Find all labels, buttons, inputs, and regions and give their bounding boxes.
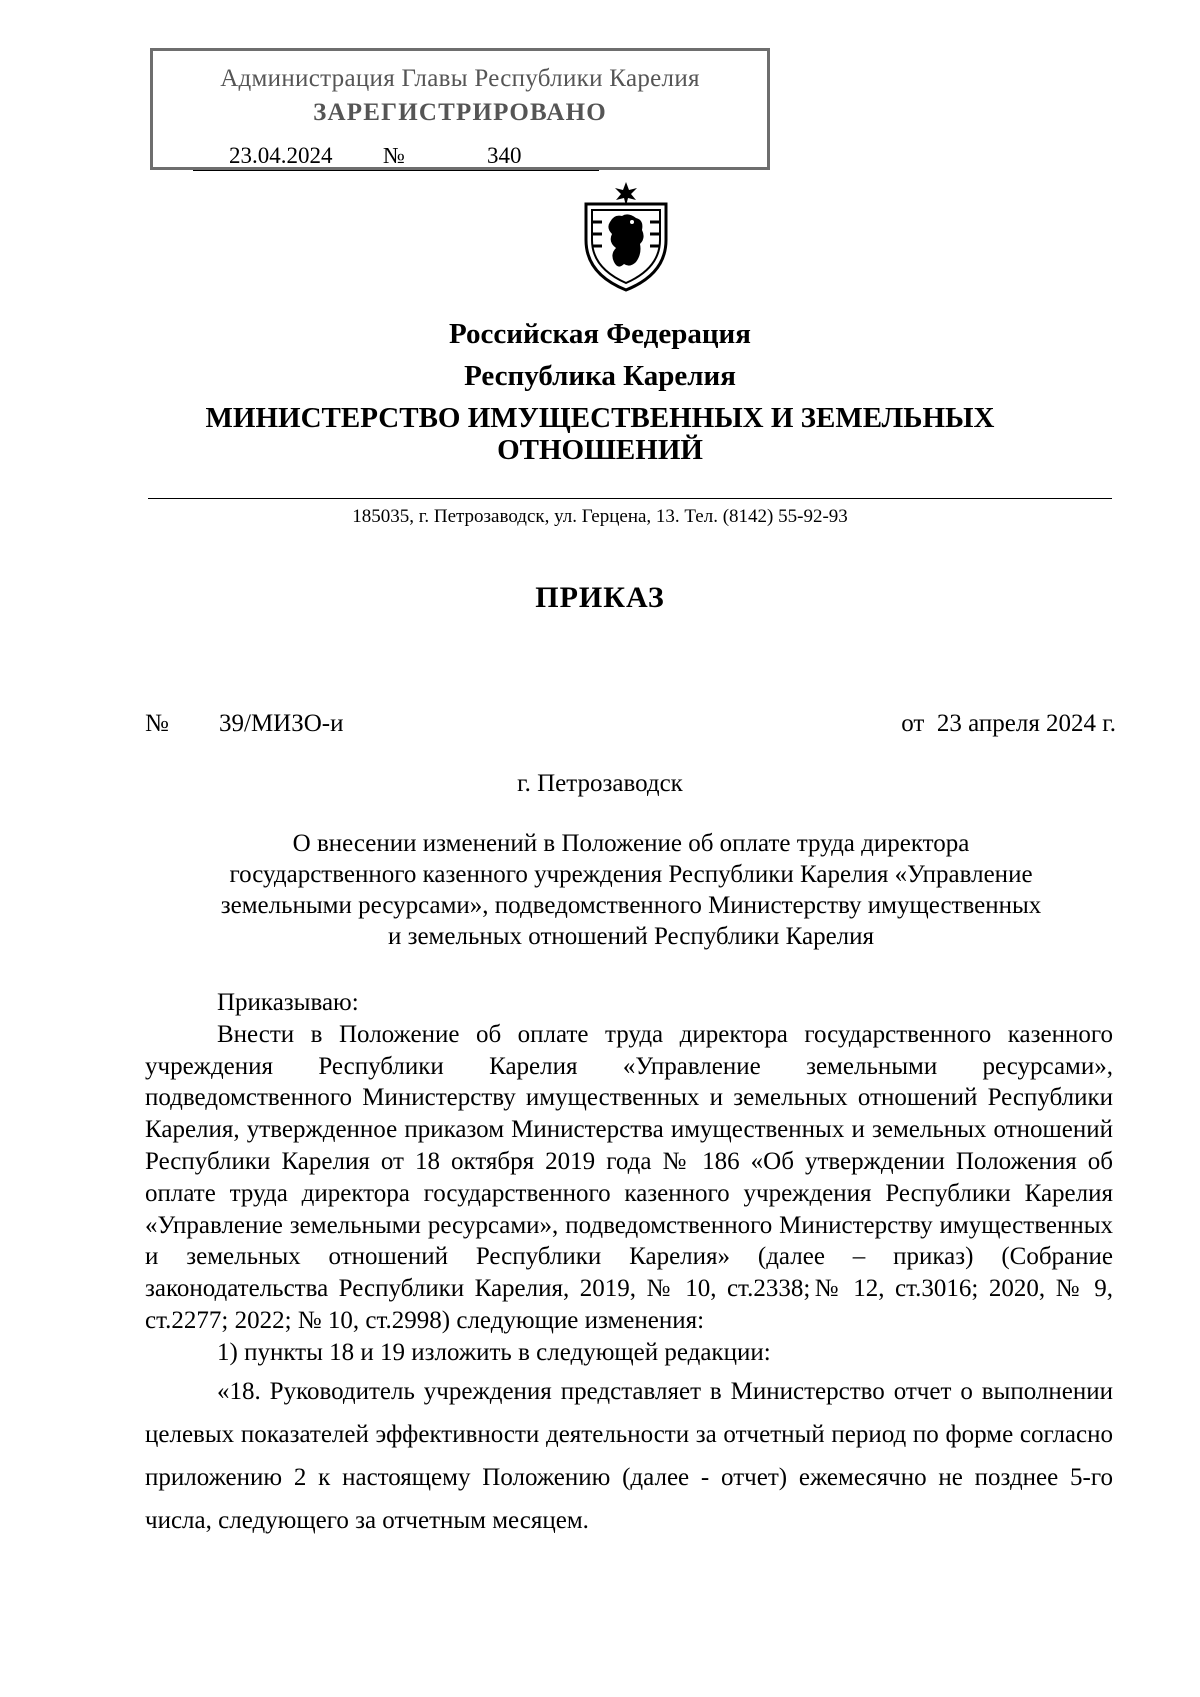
subject-line: и земельных отношений Республики Карелия [387, 923, 875, 950]
header-address: 185035, г. Петрозаводск, ул. Герцена, 13. Тел. (8142) 55-92-93 [352, 506, 848, 527]
body-command: Приказываю: [217, 989, 359, 1016]
subject-line: государственного казенного учреждения Республики Карелия «Управление [229, 861, 1033, 888]
order-body [145, 987, 1113, 1542]
stamp-number-label: № [383, 143, 405, 168]
order-city: г. Петрозаводск [517, 770, 683, 797]
order-subject [150, 828, 1112, 952]
header-ministry-line1: МИНИСТЕРСТВО ИМУЩЕСТВЕННЫХ И ЗЕМЕЛЬНЫХ [205, 402, 995, 434]
subject-line: земельными ресурсами», подведомственного Министерству имущественных [220, 892, 1042, 919]
stamp-number-underline [407, 170, 599, 171]
body-clause: «18. Руководитель учреждения представляет в Министерство отчет о выполнении целевых показателей эффективности деятельности за отчетный период по форме согласно приложению 2 к настоящему Положению (далее - отчет) ежемесячно не позднее 5-го числа, следующего за отчетным месяцем. [145, 1377, 1113, 1534]
order-number: 39/МИЗО-и [219, 710, 344, 737]
header-divider [148, 498, 1112, 499]
order-title: ПРИКАЗ [535, 581, 665, 614]
body-item: 1) пункты 18 и 19 изложить в следующей редакции: [217, 1338, 771, 1366]
header-region: Республика Карелия [464, 360, 736, 392]
registration-stamp [150, 48, 770, 170]
header-ministry-line2: ОТНОШЕНИЙ [497, 434, 703, 466]
stamp-organization: Администрация Главы Республики Карелия [220, 65, 700, 92]
order-number-label: № [145, 710, 169, 737]
order-date: от 23 апреля 2024 г. [901, 710, 1116, 737]
subject-line: О внесении изменений в Положение об оплате труда директора [292, 830, 970, 857]
stamp-status: ЗАРЕГИСТРИРОВАНО [313, 99, 607, 126]
stamp-number: 340 [487, 143, 522, 168]
header-country: Российская Федерация [449, 318, 751, 350]
karelia-coat-of-arms-icon [580, 182, 672, 292]
stamp-date: 23.04.2024 [229, 143, 333, 168]
body-paragraph: Внести в Положение об оплате труда директора государственного казенного учреждения Республики Карелия «Управление земельными ресурсами», подведомственного Министерству имущественных и земельных отношений Республики Карелия, утвержденное приказом Министерства имущественных и земельных отношений Республики Карелия от 18 октября 2019 года № 186 «Об утверждении Положения об оплате труда директора государственного казенного учреждения Республики Карелия «Управление земельными ресурсами», подведомственного Министерству имущественных и земельных отношений Республики Карелия» (далее – приказ) (Собрание законодательства Республики Карелия, 2019, № 10, ст.2338;№ 12, ст.3016; 2020, № 9, ст.2277; 2022; № 10, ст.2998) следующие изменения: [145, 1020, 1113, 1334]
